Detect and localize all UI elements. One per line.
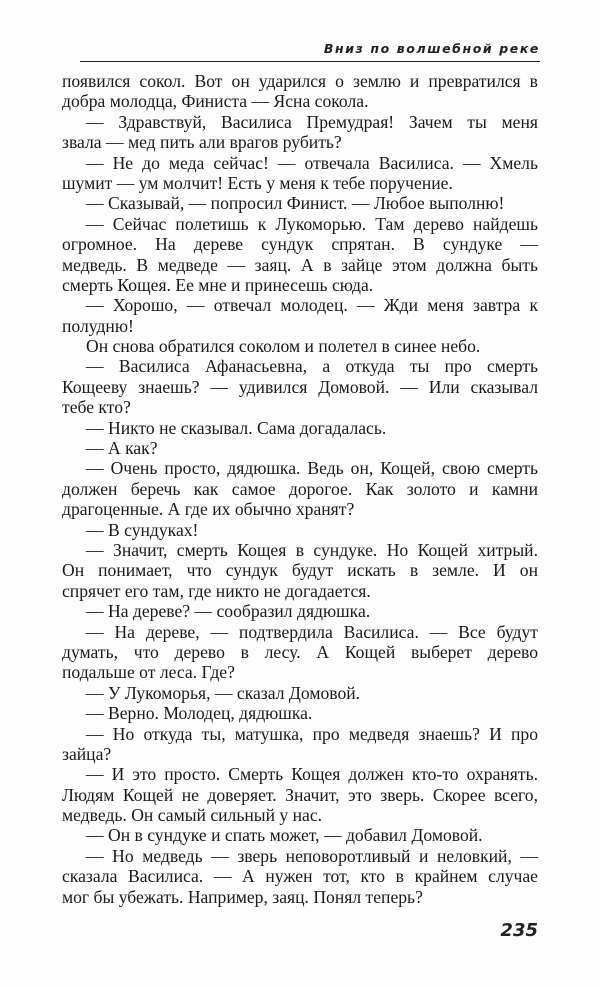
text-line: думать, что дерево в лесу. А Кощей выберет дерево	[62, 641, 538, 662]
text-line: зайца?	[62, 743, 112, 764]
page-text	[62, 71, 538, 907]
text-line: подальше от леса. Где?	[62, 662, 235, 683]
text-line: звала — мед пить али врагов рубить?	[62, 132, 342, 153]
text-line: — В сундуках!	[86, 519, 199, 540]
text-line: полудню!	[62, 315, 134, 336]
text-line: спрячет его там, где никто не догадается.	[62, 580, 371, 601]
header-rule	[80, 61, 540, 62]
text-line: — Значит, смерть Кощея в сундуке. Но Кощей хитрый.	[86, 539, 538, 560]
page-number: 235	[500, 920, 538, 941]
text-line: медведь. В медведе — заяц. А в зайце этом должна быть	[62, 254, 538, 275]
text-line: — Он в сундуке и спать может, — добавил Домовой.	[86, 825, 483, 846]
text-line: Кощееву знаешь? — удивился Домовой. — Или сказывал	[62, 376, 538, 397]
text-line: — Хорошо, — отвечал молодец. — Жди меня завтра к	[86, 295, 538, 316]
text-line: тебе кто?	[62, 397, 131, 418]
text-line: — Василиса Афанасьевна, а откуда ты про смерть	[86, 356, 538, 377]
text-line: огромное. На дереве сундук спрятан. В сундуке —	[62, 234, 538, 255]
text-line: — Но медведь — зверь неповоротливый и неловкий, —	[86, 845, 538, 866]
text-line: — На дереве, — подтвердила Василиса. — Все будут	[86, 621, 538, 642]
text-line: появился сокол. Вот он ударился о землю и превратился в	[62, 71, 538, 91]
text-line: — Никто не сказывал. Сама догадалась.	[86, 417, 387, 438]
text-line: — Здравствуй, Василиса Премудрая! Зачем ты меня	[86, 111, 538, 132]
text-line: — Сказывай, — попросил Финист. — Любое выполню!	[86, 193, 505, 214]
text-line: — Не до меда сейчас! — отвечала Василиса. — Хмель	[86, 152, 538, 173]
text-line: — Но откуда ты, матушка, про медведя знаешь? И про	[86, 723, 538, 744]
text-line: мог бы убежать. Например, заяц. Понял теперь?	[62, 886, 423, 907]
running-title: Вниз по волшебной реке	[323, 41, 540, 56]
text-line: смерть Кощея. Ее мне и принесешь сюда.	[62, 274, 374, 295]
text-line: — У Лукоморья, — сказал Домовой.	[86, 682, 361, 703]
text-line: — Верно. Молодец, дядюшка.	[86, 703, 313, 724]
text-line: — На дереве? — сообразил дядюшка.	[86, 601, 371, 622]
text-line: шумит — ум молчит! Есть у меня к тебе поручение.	[62, 172, 453, 193]
text-line: сказала Василиса. — А нужен тот, кто в крайнем случае	[62, 866, 538, 887]
text-line: должен беречь как самое дорогое. Как золото и камни	[62, 478, 538, 499]
text-line: Людям Кощей не доверяет. Значит, это зверь. Скорее всего,	[62, 784, 538, 805]
text-line: драгоценные. А где их обычно хранят?	[62, 499, 355, 520]
text-line: добра молодца, Финиста — Ясна сокола.	[62, 91, 369, 112]
text-line: Он понимает, что сундук будут искать в земле. И он	[62, 560, 538, 581]
text-line: — А как?	[86, 438, 158, 459]
text-line: — Сейчас полетишь к Лукоморью. Там дерево найдешь	[86, 213, 538, 234]
text-line: — Очень просто, дядюшка. Ведь он, Кощей, свою смерть	[86, 458, 538, 479]
text-line: медведь. Он самый сильный у нас.	[62, 805, 323, 826]
text-line: Он снова обратился соколом и полетел в синее небо.	[86, 336, 481, 357]
text-line: — И это просто. Смерть Кощея должен кто-то охранять.	[86, 764, 538, 785]
